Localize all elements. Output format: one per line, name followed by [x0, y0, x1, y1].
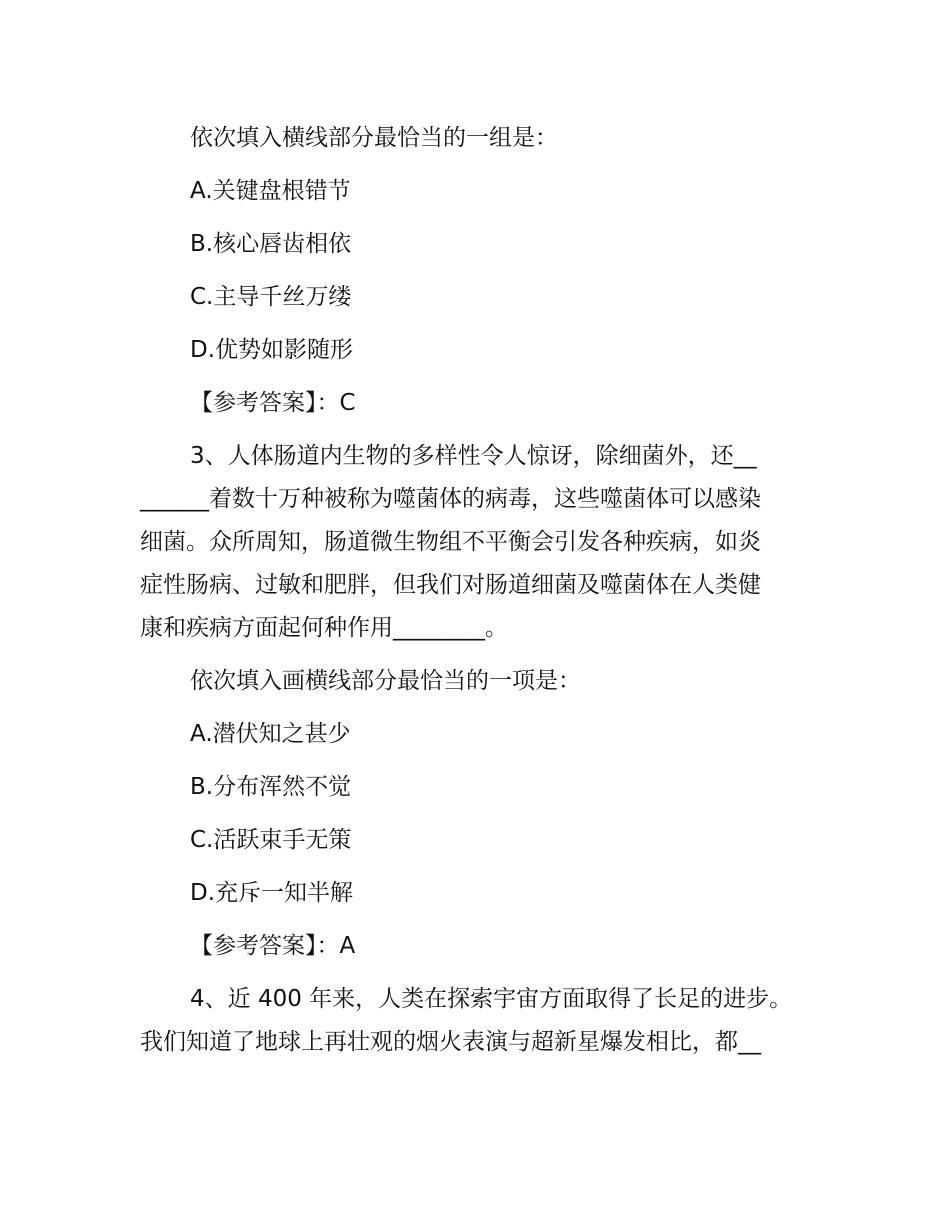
- q3-prompt: 依次填入画横线部分最恰当的一项是：: [190, 668, 581, 694]
- q2-prompt: 依次填入横线部分最恰当的一组是：: [190, 125, 558, 151]
- q3-option-b: B.分布浑然不觉: [190, 774, 352, 800]
- q2-option-c: C.主导千丝万缕: [190, 284, 352, 310]
- q2-option-d: D.优势如影随形: [190, 337, 354, 363]
- q4-text-line-1: 4、近 400 年来，人类在探索宇宙方面取得了长足的进步。: [190, 986, 793, 1012]
- q3-text-line-2: ______着数十万种被称为噬菌体的病毒，这些噬菌体可以感染: [140, 486, 761, 512]
- q3-text-line-1: 3、人体肠道内生物的多样性令人惊讶，除细菌外，还__: [190, 443, 757, 469]
- q3-option-c: C.活跃束手无策: [190, 827, 352, 853]
- q3-option-a: A.潜伏知之甚少: [190, 721, 351, 747]
- q3-option-d: D.充斥一知半解: [190, 880, 354, 906]
- q3-answer: 【参考答案】：A: [190, 933, 356, 959]
- q2-option-b: B.核心唇齿相依: [190, 231, 352, 257]
- q3-text-line-5: 康和疾病方面起何种作用________。: [140, 615, 508, 641]
- q4-text-line-2: 我们知道了地球上再壮观的烟火表演与超新星爆发相比，都__: [140, 1029, 761, 1055]
- q2-answer: 【参考答案】：C: [190, 390, 356, 416]
- q2-option-a: A.关键盘根错节: [190, 178, 351, 204]
- q3-text-line-3: 细菌。众所周知，肠道微生物组不平衡会引发各种疾病，如炎: [140, 529, 761, 555]
- q3-text-line-4: 症性肠病、过敏和肥胖，但我们对肠道细菌及噬菌体在人类健: [140, 572, 761, 598]
